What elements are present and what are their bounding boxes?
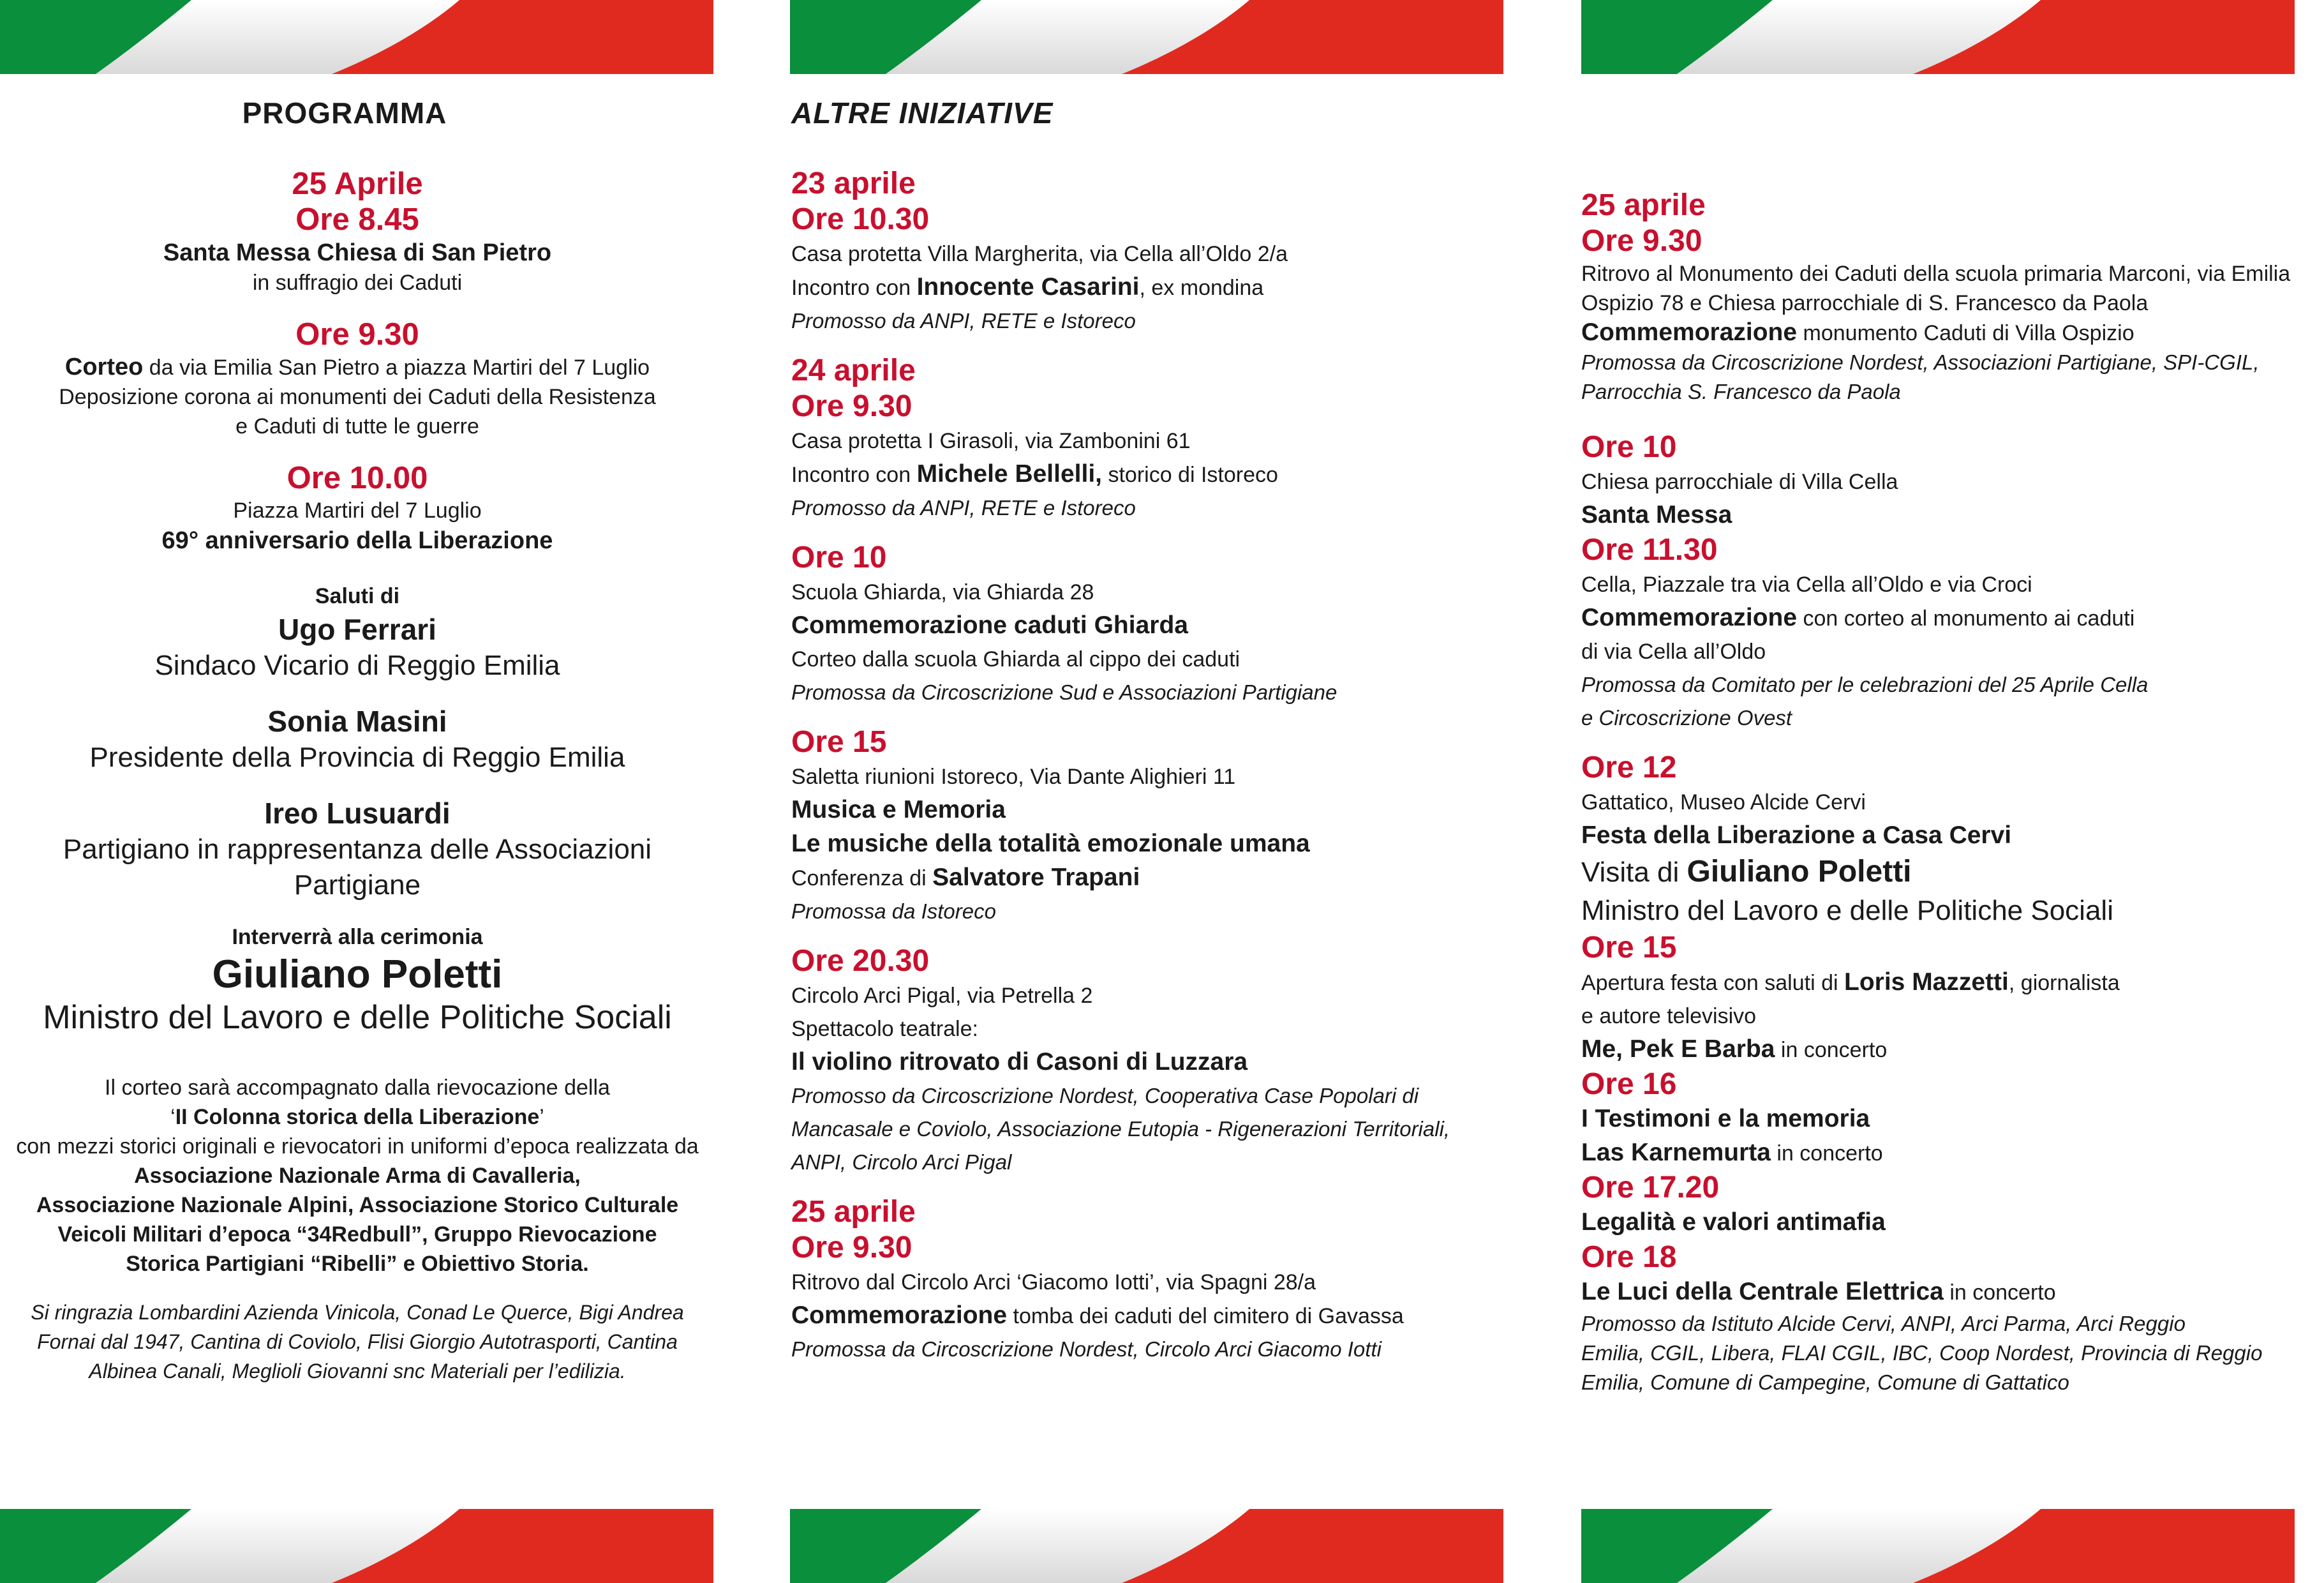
c3-event-5-desc-2: e autore televisivo (1581, 1004, 1757, 1028)
c3-event-1-place-1: Ritrovo al Monumento dei Caduti della scuola primaria Marconi, via Emilia (1581, 262, 2291, 286)
time-930: Ore 9.30 (295, 317, 419, 352)
c3-event-2-place: Chiesa parrocchiale di Villa Cella (1581, 470, 1898, 494)
flag-banner-bottom-1 (0, 1509, 713, 1583)
speaker-1-name: Ugo Ferrari (278, 613, 436, 646)
c3-event-4-visit: Visita di Giuliano Poletti (1581, 855, 1912, 889)
flag-banner-top-3 (1581, 0, 2295, 74)
event-3-place: Scuola Ghiarda, via Ghiarda 28 (791, 580, 1094, 604)
event-6-time: Ore 9.30 (791, 1231, 912, 1264)
c3-event-6-time: Ore 16 (1581, 1067, 1677, 1101)
event-6-promoter: Promossa da Circoscrizione Nordest, Circolo Arci Giacomo Iotti (791, 1337, 1382, 1361)
time-845: Ore 8.45 (295, 202, 419, 237)
association-line-1: Associazione Nazionale Arma di Cavalleria, (134, 1164, 581, 1188)
c3-event-1-date: 25 aprile (1581, 188, 1706, 222)
c3-event-1-time: Ore 9.30 (1581, 224, 1702, 258)
thanks-line-1: Si ringrazia Lombardini Azienda Vinicola, Conad Le Querce, Bigi Andrea (31, 1301, 684, 1324)
event-2-date: 24 aprile (791, 354, 916, 387)
main-date: 25 Aprile (292, 167, 423, 201)
event-4-time: Ore 15 (791, 725, 887, 759)
event-5-title: Il violino ritrovato di Casoni di Luzzara (791, 1048, 1248, 1076)
association-line-3: Veicoli Militari d’epoca “34Redbull”, Gruppo Rievocazione (57, 1222, 657, 1247)
corteo-note-3: con mezzi storici originali e rievocatori in uniformi d’epoca realizzata da (16, 1134, 699, 1159)
event-5-promoter-1: Promosso da Circoscrizione Nordest, Cooperativa Case Popolari di (791, 1084, 1419, 1107)
c3-event-6-concert: Las Karnemurta in concerto (1581, 1139, 1883, 1166)
association-line-2: Associazione Nazionale Alpini, Associazione Storico Culturale (36, 1193, 679, 1217)
event-5-type: Spettacolo teatrale: (791, 1017, 978, 1041)
event-4-promoter: Promossa da Istoreco (791, 899, 996, 923)
speaker-2-role: Presidente della Provincia di Reggio Emilia (89, 742, 625, 773)
c3-event-3-desc-2: di via Cella all’Oldo (1581, 640, 1766, 664)
event-5-promoter-3: ANPI, Circolo Arci Pigal (791, 1150, 1012, 1174)
piazza-line: Piazza Martiri del 7 Luglio (233, 499, 482, 523)
corona-line-1: Deposizione corona ai monumenti dei Caduti della Resistenza (59, 385, 656, 409)
event-5-place: Circolo Arci Pigal, via Petrella 2 (791, 984, 1093, 1008)
c3-event-7-time: Ore 17.20 (1581, 1171, 1720, 1204)
c3-event-3-promoter-1: Promossa da Comitato per le celebrazioni del 25 Aprile Cella (1581, 673, 2149, 696)
minister-role: Ministro del Lavoro e delle Politiche Sociali (43, 999, 672, 1036)
c3-event-5-desc-1: Apertura festa con saluti di Loris Mazzetti, giornalista (1581, 968, 2120, 996)
c3-event-8-time: Ore 18 (1581, 1240, 1677, 1274)
c3-event-5-time: Ore 15 (1581, 931, 1677, 964)
c3-event-8-promoter-1: Promosso da Istituto Alcide Cervi, ANPI, Arci Parma, Arci Reggio (1581, 1312, 2186, 1335)
altre-iniziative-column (791, 96, 1500, 1366)
c3-event-3-time: Ore 11.30 (1581, 533, 1718, 567)
thanks-line-2: Fornai dal 1947, Cantina di Coviolo, Flisi Giorgio Autotrasporti, Cantina (37, 1330, 678, 1353)
speaker-3-name: Ireo Lusuardi (264, 797, 451, 830)
messa-note: in suffragio dei Caduti (252, 271, 463, 295)
event-1-promoter: Promosso da ANPI, RETE e Istoreco (791, 309, 1136, 333)
c3-event-4-time: Ore 12 (1581, 751, 1677, 784)
programma-heading: PROGRAMMA (242, 96, 447, 130)
corteo-note-1: Il corteo sarà accompagnato dalla rievocazione della (105, 1076, 610, 1100)
c3-event-3-promoter-2: e Circoscrizione Ovest (1581, 706, 1792, 730)
flag-banner-bottom-3 (1581, 1509, 2295, 1583)
corona-line-2: e Caduti di tutte le guerre (235, 414, 479, 439)
corteo-note-2: ‘II Colonna storica della Liberazione’ (170, 1105, 544, 1129)
c3-event-8-promoter-3: Emilia, Comune di Campegine, Comune di Gattatico (1581, 1370, 2069, 1394)
flag-banner-top-2 (790, 0, 1503, 74)
altre-iniziative-heading: ALTRE INIZIATIVE (791, 96, 1054, 130)
event-4-subtitle: Le musiche della totalità emozionale umana (791, 830, 1310, 857)
c3-event-6-title: I Testimoni e la memoria (1581, 1105, 1870, 1132)
time-1000: Ore 10.00 (287, 461, 428, 495)
event-6-place: Ritrovo dal Circolo Arci ‘Giacomo Iotti’, via Spagni 28/a (791, 1270, 1316, 1294)
event-6-desc: Commemorazione tomba dei caduti del cimitero di Gavassa (791, 1302, 1404, 1329)
event-3-title: Commemorazione caduti Ghiarda (791, 611, 1188, 639)
saluti-label: Saluti di (315, 584, 400, 608)
c3-event-4-role: Ministro del Lavoro e delle Politiche Sociali (1581, 895, 2113, 926)
event-2-promoter: Promosso da ANPI, RETE e Istoreco (791, 496, 1136, 520)
thanks-line-3: Albinea Canali, Meglioli Giovanni snc Materiali per l’edilizia. (89, 1360, 626, 1383)
c3-event-3-place: Cella, Piazzale tra via Cella all’Oldo e via Croci (1581, 573, 2032, 597)
association-line-4: Storica Partigiani “Ribelli” e Obiettivo Storia. (126, 1252, 589, 1276)
speaker-3-role: Partigiano in rappresentanza delle Associazioni Partigiane (63, 834, 652, 901)
speaker-1-role: Sindaco Vicario di Reggio Emilia (154, 650, 560, 681)
c3-event-2-title: Santa Messa (1581, 501, 1732, 529)
c3-event-2-time: Ore 10 (1581, 430, 1677, 464)
flag-banner-bottom-2 (790, 1509, 1503, 1583)
anniversary-line: 69° anniversario della Liberazione (161, 527, 553, 554)
event-1-desc: Incontro con Innocente Casarini, ex mondina (791, 273, 1264, 301)
c3-event-4-title: Festa della Liberazione a Casa Cervi (1581, 822, 2012, 849)
event-2-desc: Incontro con Michele Bellelli, storico di Istoreco (791, 460, 1278, 488)
events-column-3 (1581, 188, 2302, 1397)
flag-banner-top-1 (0, 0, 713, 74)
event-4-speaker: Conferenza di Salvatore Trapani (791, 864, 1140, 891)
c3-event-8-promoter-2: Emilia, CGIL, Libera, FLAI CGIL, IBC, Coop Nordest, Provincia di Reggio (1581, 1341, 2263, 1365)
c3-event-7-title: Legalità e valori antimafia (1581, 1208, 1886, 1236)
event-6-date: 25 aprile (791, 1195, 916, 1229)
event-3-promoter: Promossa da Circoscrizione Sud e Associazioni Partigiane (791, 680, 1337, 704)
interverra-label: Interverrà alla cerimonia (232, 925, 483, 949)
event-4-place: Saletta riunioni Istoreco, Via Dante Alighieri 11 (791, 765, 1236, 789)
event-1-date: 23 aprile (791, 167, 916, 200)
event-3-time: Ore 10 (791, 541, 887, 574)
speaker-2-name: Sonia Masini (267, 705, 447, 738)
event-4-title: Musica e Memoria (791, 796, 1006, 823)
messa-title: Santa Messa Chiesa di San Pietro (163, 239, 552, 266)
event-1-place: Casa protetta Villa Margherita, via Cella all’Oldo 2/a (791, 242, 1288, 266)
c3-event-1-desc: Commemorazione monumento Caduti di Villa Ospizio (1581, 319, 2134, 346)
c3-event-4-place: Gattatico, Museo Alcide Cervi (1581, 790, 1866, 814)
c3-event-1-place-2: Ospizio 78 e Chiesa parrocchiale di S. Francesco da Paola (1581, 291, 2149, 315)
c3-event-1-promoter-2: Parrocchia S. Francesco da Paola (1581, 380, 1901, 403)
event-5-promoter-2: Mancasale e Coviolo, Associazione Eutopia - Rigenerazioni Territoriali, (791, 1117, 1450, 1141)
corteo-line: Corteo da via Emilia San Pietro a piazza Martiri del 7 Luglio (64, 354, 650, 380)
programma-column (13, 96, 702, 1386)
event-2-time: Ore 9.30 (791, 389, 912, 423)
event-5-time: Ore 20.30 (791, 944, 930, 978)
event-1-time: Ore 10.30 (791, 202, 930, 236)
event-3-desc: Corteo dalla scuola Ghiarda al cippo dei caduti (791, 647, 1240, 671)
c3-event-5-concert: Me, Pek E Barba in concerto (1581, 1035, 1888, 1063)
c3-event-3-desc: Commemorazione con corteo al monumento ai caduti (1581, 604, 2135, 631)
c3-event-8-concert: Le Luci della Centrale Elettrica in concerto (1581, 1278, 2056, 1305)
event-2-place: Casa protetta I Girasoli, via Zambonini 61 (791, 429, 1191, 453)
c3-event-1-promoter-1: Promossa da Circoscrizione Nordest, Associazioni Partigiane, SPI-CGIL, (1581, 350, 2260, 374)
minister-name: Giuliano Poletti (212, 952, 503, 996)
